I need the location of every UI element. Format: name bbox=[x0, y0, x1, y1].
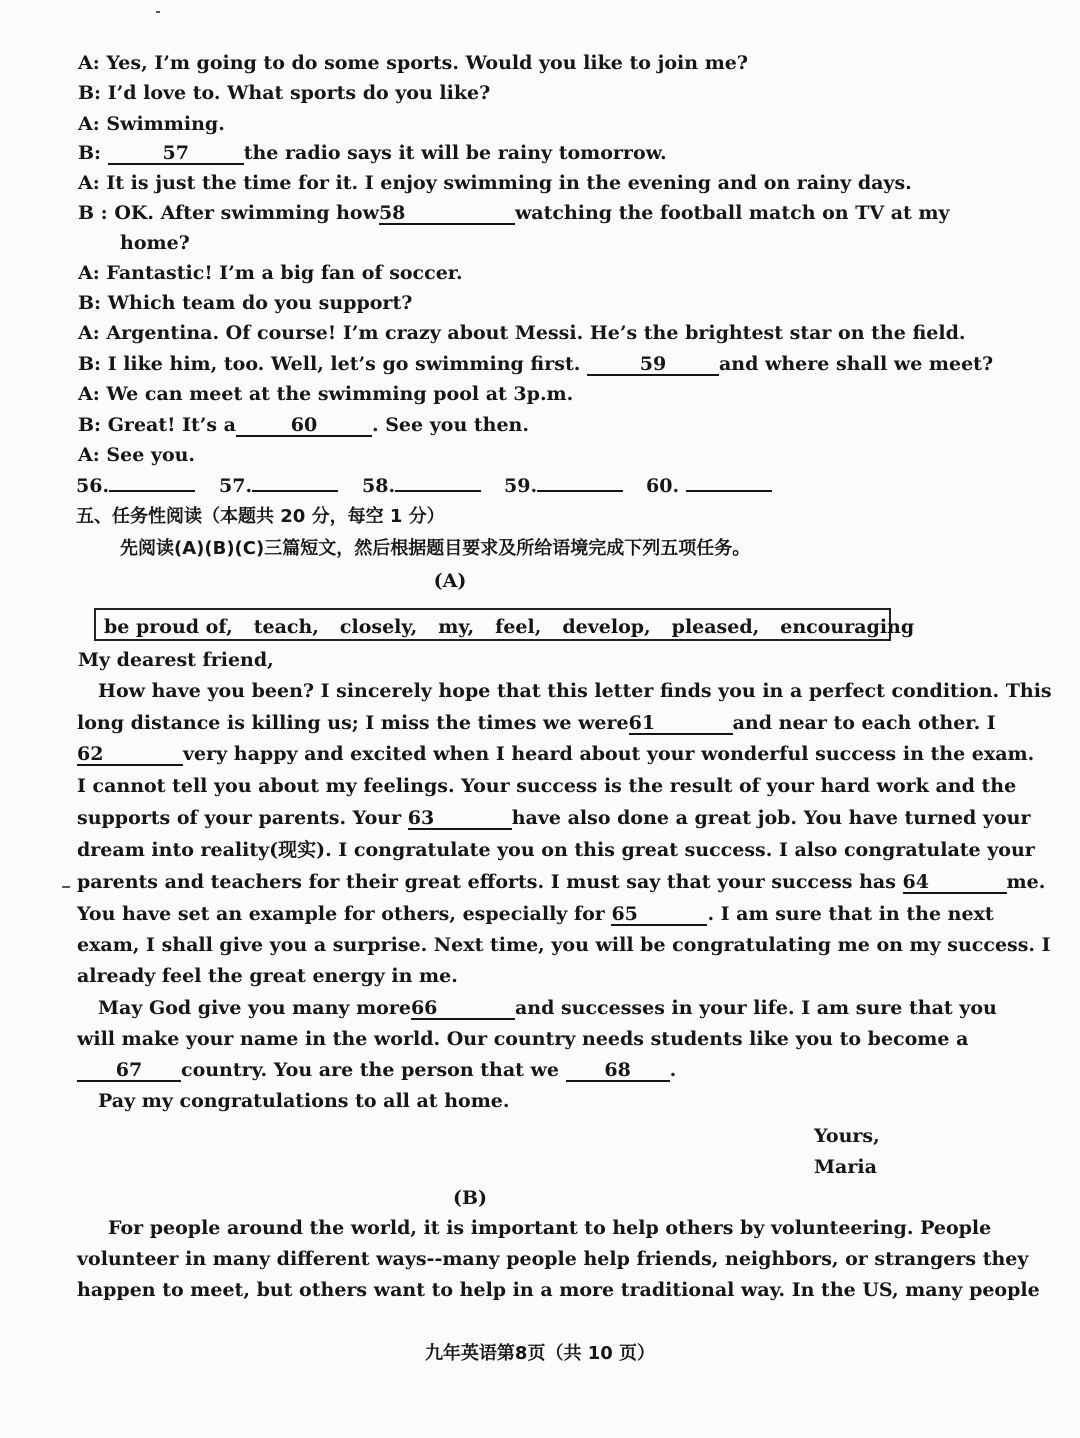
scan-speck bbox=[156, 11, 160, 13]
blank-66: 66 bbox=[411, 999, 515, 1020]
word-bank-item: teach, bbox=[253, 616, 319, 638]
letter-line: 62 very happy and excited when I heard about your wonderful success in the exam. bbox=[77, 743, 1035, 765]
letter-line: How have you been? I sincerely hope that this letter finds you in a perfect condition. This bbox=[98, 680, 1052, 702]
letter-line: exam, I shall give you a surprise. Next time, you will be congratulating me on my success. I bbox=[77, 934, 1051, 956]
letter-line: Pay my congratulations to all at home. bbox=[98, 1090, 510, 1112]
dialogue-line: home? bbox=[120, 232, 190, 254]
letter-line: long distance is killing us; I miss the times we were61 and near to each other. I bbox=[77, 712, 996, 734]
blank-62: 62 bbox=[77, 745, 183, 766]
letter-signature: Maria bbox=[814, 1156, 877, 1178]
letter-line: supports of your parents. Your 63 have also done a great job. You have turned your bbox=[77, 807, 1031, 829]
word-bank-item: be proud of, bbox=[104, 616, 233, 638]
letter-line: 67 country. You are the person that we 68 . bbox=[77, 1058, 676, 1082]
scan-speck bbox=[62, 886, 70, 888]
blank-61: 61 bbox=[629, 714, 733, 735]
letter-line: dream into reality(现实). I congratulate you on this great success. I also congratulate your bbox=[77, 839, 1035, 861]
dialogue-line: B: 57 the radio says it will be rainy tomorrow. bbox=[78, 142, 667, 164]
section-instruction: 先阅读(A)(B)(C)三篇短文，然后根据题目要求及所给语境完成下列五项任务。 bbox=[120, 538, 751, 559]
blank-60: 60 bbox=[236, 416, 372, 437]
dialogue-line: B : OK. After swimming how58 watching the football match on TV at my bbox=[78, 202, 950, 224]
letter-line: already feel the great energy in me. bbox=[77, 965, 458, 987]
dialogue-line: A: Fantastic! I’m a big fan of soccer. bbox=[78, 262, 463, 284]
dialogue-line: A: Argentina. Of course! I’m crazy about Messi. He’s the brightest star on the field. bbox=[78, 322, 966, 344]
page-footer: 九年英语第8页（共 10 页） bbox=[424, 1343, 656, 1364]
blank-64: 64 bbox=[903, 873, 1007, 894]
letter-closing: Yours, bbox=[814, 1125, 880, 1147]
word-bank-item: closely, bbox=[339, 616, 418, 638]
blank-57: 57 bbox=[108, 144, 244, 165]
letter-line: May God give you many more66 and successes in your life. I am sure that you bbox=[98, 997, 997, 1019]
dialogue-line: A: Yes, I’m going to do some sports. Would you like to join me? bbox=[78, 52, 749, 74]
passage-b-line: volunteer in many different ways--many people help friends, neighbors, or strangers they bbox=[77, 1248, 1029, 1270]
blank-65: 65 bbox=[611, 905, 707, 926]
blank-63: 63 bbox=[408, 809, 512, 830]
word-bank-item: my, bbox=[438, 616, 475, 638]
blank-59: 59 bbox=[587, 355, 719, 376]
answer-58: 58. bbox=[362, 474, 481, 498]
answer-56: 56. bbox=[76, 474, 195, 498]
passage-b-label: (B) bbox=[452, 1187, 488, 1209]
dialogue-line: A: We can meet at the swimming pool at 3p.m. bbox=[78, 383, 574, 405]
dialogue-line: A: It is just the time for it. I enjoy swimming in the evening and on rainy days. bbox=[78, 172, 912, 194]
word-bank-item: develop, bbox=[562, 616, 651, 638]
answer-59: 59. bbox=[504, 474, 623, 498]
letter-line: will make your name in the world. Our country needs students like you to become a bbox=[77, 1028, 969, 1050]
dialogue-line: A: Swimming. bbox=[78, 113, 225, 135]
section-title: 五、任务性阅读（本题共 20 分，每空 1 分） bbox=[76, 506, 445, 527]
dialogue-line: B: Great! It’s a 60 . See you then. bbox=[78, 414, 529, 436]
passage-b-line: happen to meet, but others want to help in a more traditional way. In the US, many people bbox=[77, 1279, 1040, 1301]
letter-greeting: My dearest friend, bbox=[78, 649, 274, 671]
blank-68: 68 bbox=[566, 1061, 670, 1082]
dialogue-line: B: I like him, too. Well, let’s go swimming first. 59 and where shall we meet? bbox=[78, 353, 994, 375]
answer-57: 57. bbox=[219, 474, 338, 498]
word-bank bbox=[104, 615, 935, 639]
dialogue-line: A: See you. bbox=[78, 444, 196, 466]
passage-b-line: For people around the world, it is important to help others by volunteering. People bbox=[108, 1217, 992, 1239]
blank-58: 58 bbox=[379, 204, 515, 225]
answer-60: 60. bbox=[646, 474, 772, 498]
passage-a-label: (A) bbox=[433, 570, 467, 592]
word-bank-item: pleased, bbox=[671, 616, 760, 638]
letter-line: You have set an example for others, especially for 65 . I am sure that in the next bbox=[77, 903, 994, 925]
dialogue-line: B: I’d love to. What sports do you like? bbox=[78, 82, 491, 104]
word-bank-item: feel, bbox=[495, 616, 542, 638]
letter-line: I cannot tell you about my feelings. Your success is the result of your hard work and the bbox=[77, 775, 1017, 797]
letter-line: parents and teachers for their great efforts. I must say that your success has 64 me. bbox=[77, 871, 1046, 893]
blank-67: 67 bbox=[77, 1061, 181, 1082]
dialogue-line: B: Which team do you support? bbox=[78, 292, 413, 314]
word-bank-item: encouraging bbox=[780, 616, 915, 638]
